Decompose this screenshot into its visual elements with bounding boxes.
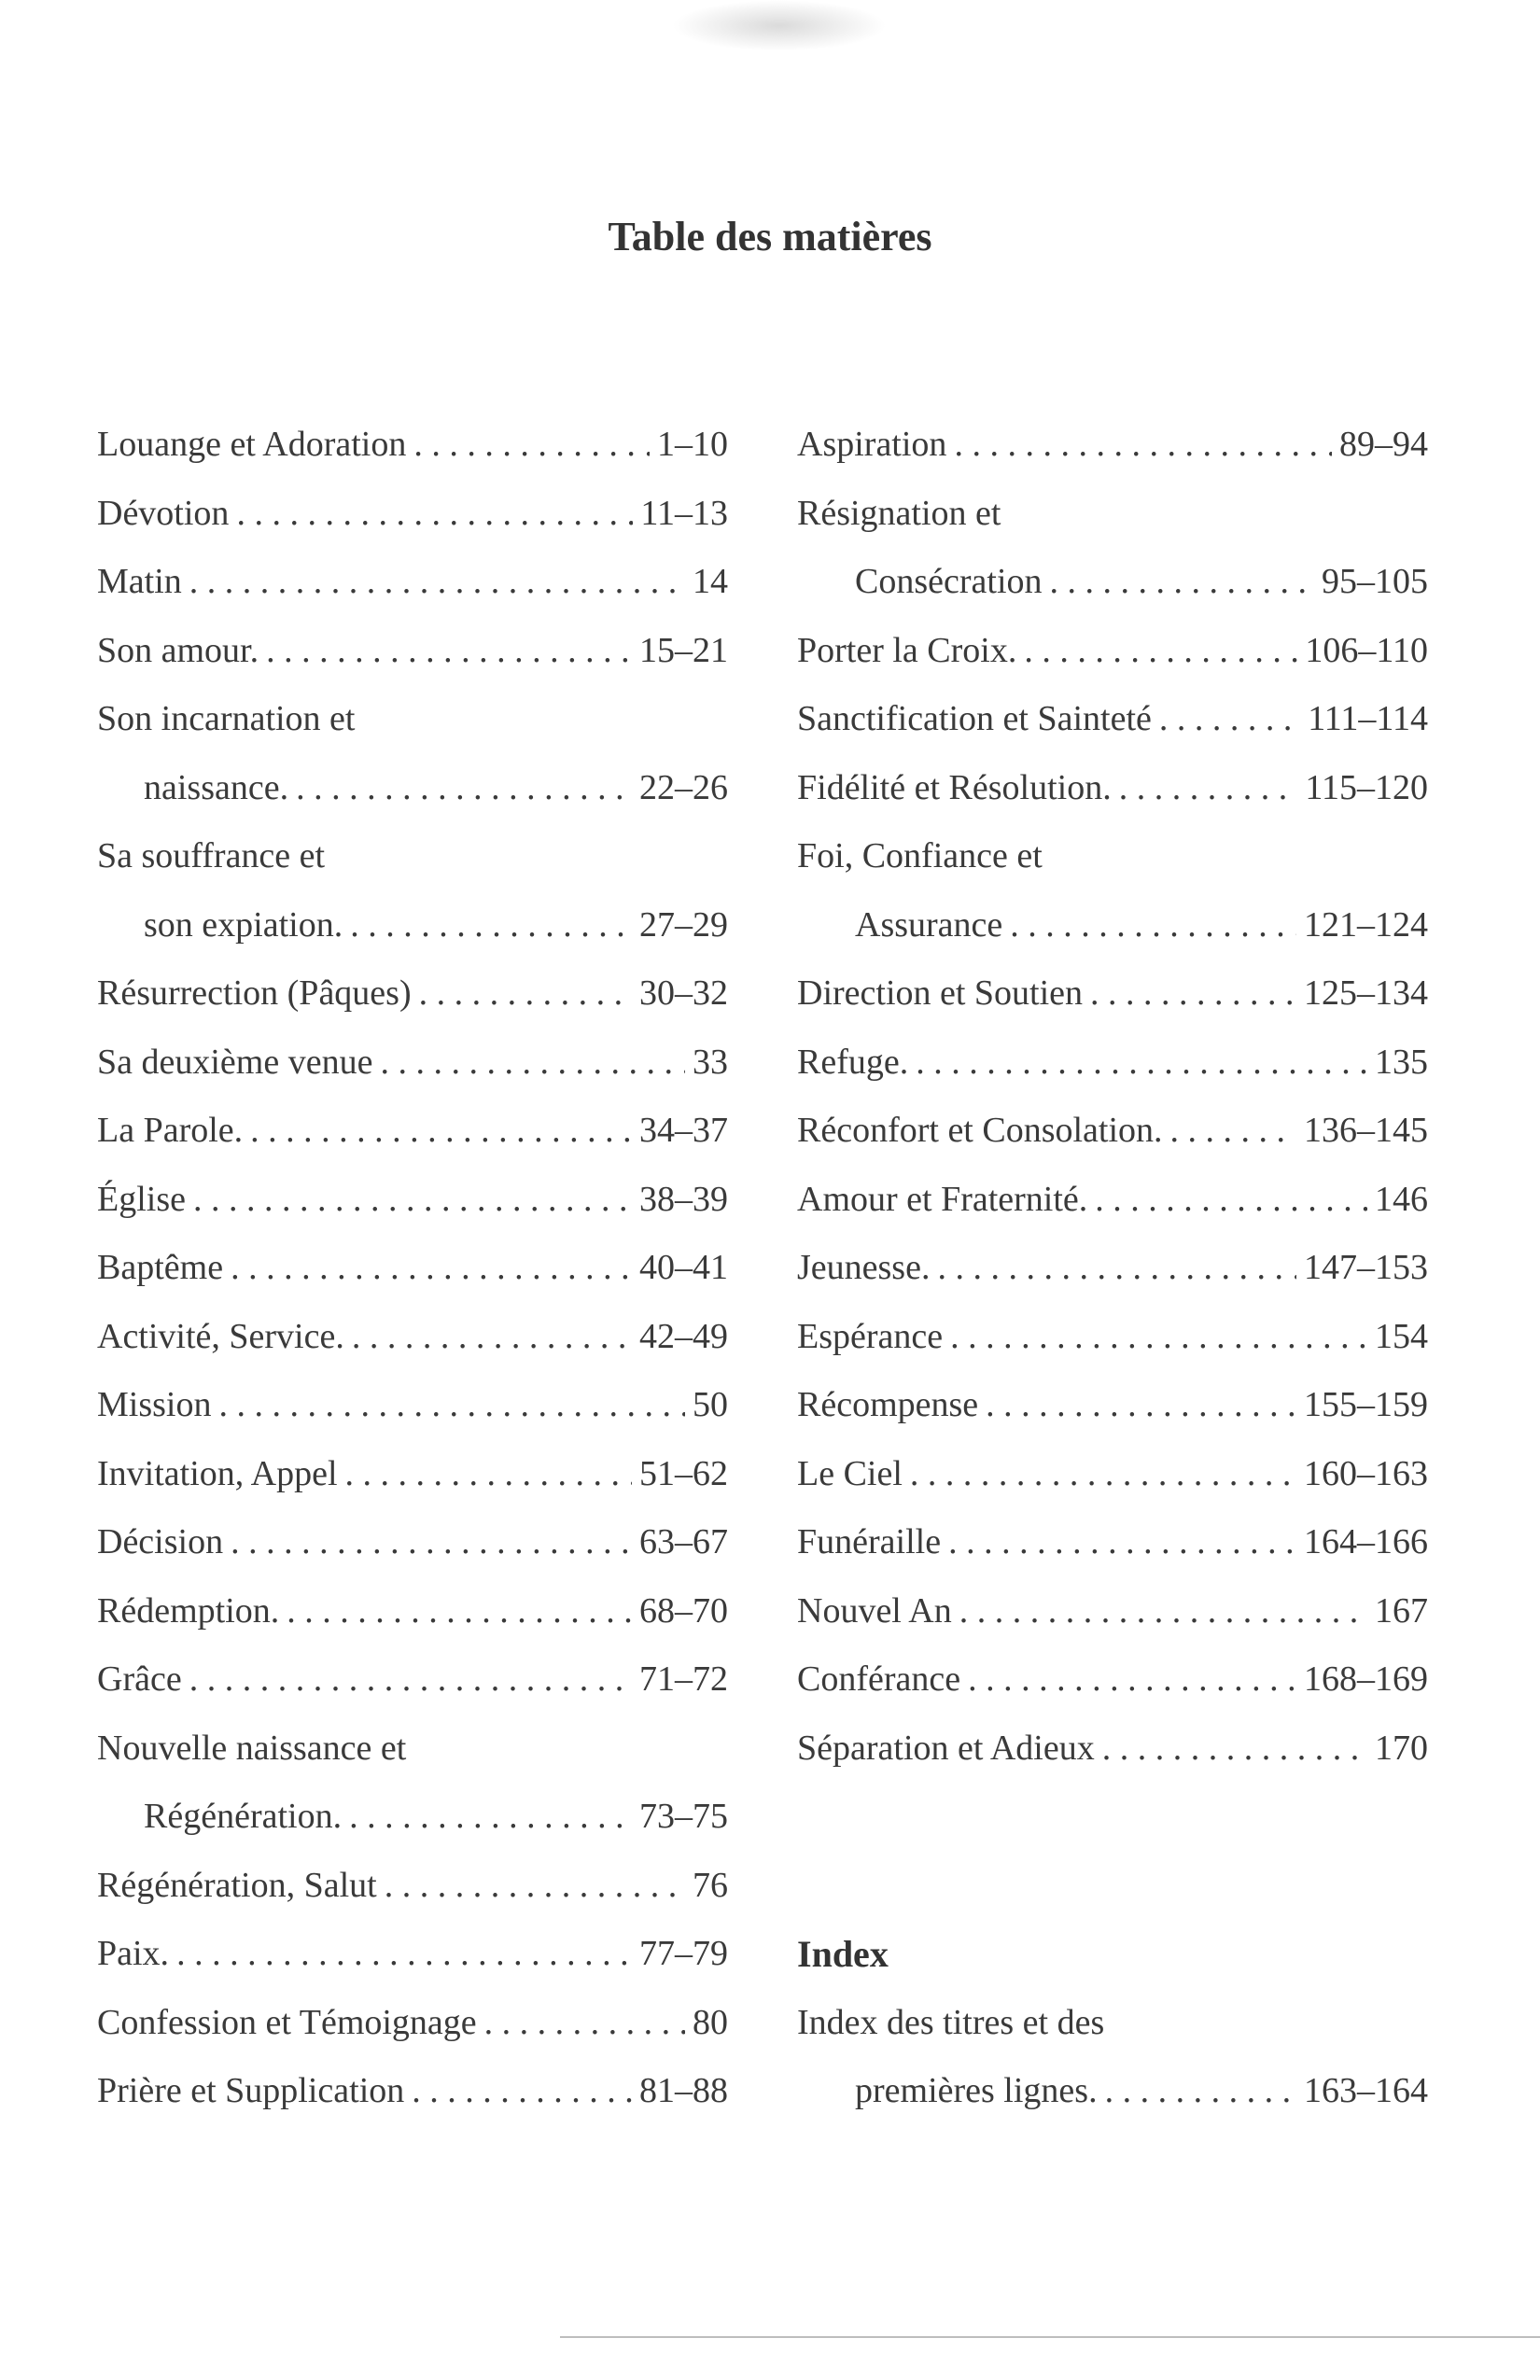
dot-leader (352, 1303, 632, 1372)
toc-entry-label: Confession et Témoignage (97, 2002, 477, 2042)
toc-entry (797, 822, 1428, 891)
toc-entry-pages: 154 (1375, 1316, 1428, 1356)
toc-entry-label: Son amour. (97, 630, 259, 670)
toc-entry-label: naissance. (144, 767, 289, 807)
toc-entry-pages: 42–49 (639, 1316, 728, 1356)
dot-leader (484, 1989, 685, 2058)
dot-leader (231, 1508, 632, 1577)
toc-entry-label: Porter la Croix. (797, 630, 1017, 670)
toc-entry-label: Amour et Fraternité. (797, 1179, 1088, 1219)
toc-entry-label: Résurrection (Pâques) (97, 973, 412, 1013)
toc-entry-pages: 80 (693, 2002, 728, 2042)
toc-entry (797, 1166, 1428, 1235)
dot-leader (1010, 891, 1296, 960)
toc-entry-pages: 163–164 (1304, 2071, 1428, 2110)
toc-entry-label: Refuge. (797, 1042, 909, 1082)
dot-leader (916, 1029, 1367, 1098)
toc-entry (797, 1989, 1428, 2058)
dot-leader (193, 1166, 632, 1235)
spacer (797, 1783, 1428, 1852)
dot-leader (412, 2057, 632, 2126)
toc-entry-pages: 167 (1375, 1590, 1428, 1631)
toc-entry-pages: 89–94 (1339, 425, 1428, 464)
toc-entry (797, 411, 1428, 480)
toc-entry-label: Nouvelle naissance et (97, 1728, 407, 1768)
toc-entry-label: La Parole. (97, 1111, 244, 1150)
toc-entry-pages: 106–110 (1305, 630, 1428, 670)
toc-entry-label: Activité, Service. (97, 1316, 344, 1356)
toc-entry (97, 1645, 728, 1715)
dot-leader (266, 617, 632, 686)
toc-entry (97, 754, 728, 823)
dot-leader (176, 1920, 632, 1989)
toc-entry-pages: 160–163 (1304, 1453, 1428, 1493)
toc-entry-label: Grâce (97, 1659, 182, 1699)
toc-entry-pages: 15–21 (639, 630, 728, 670)
dot-leader (236, 480, 633, 549)
toc-entry-label: Espérance (797, 1316, 944, 1356)
toc-entry-label: Décision (97, 1522, 224, 1561)
toc-entry-label: Sa souffrance et (97, 836, 326, 875)
toc-entry (97, 1989, 728, 2058)
toc-entry (797, 754, 1428, 823)
toc-entry-pages: 73–75 (639, 1797, 728, 1836)
toc-entry-pages: 50 (693, 1385, 728, 1424)
toc-entry-pages: 168–169 (1304, 1659, 1428, 1699)
toc-entry (797, 1508, 1428, 1577)
toc-entry-pages: 1–10 (657, 425, 728, 464)
dot-leader (937, 1234, 1296, 1303)
toc-entry-pages: 135 (1375, 1042, 1428, 1082)
toc-entry-pages: 111–114 (1308, 699, 1428, 738)
toc-entry-pages: 170 (1375, 1728, 1428, 1768)
toc-entry-label: Direction et Soutien (797, 973, 1084, 1013)
dot-leader (1119, 754, 1298, 823)
toc-entry-label: Aspiration (797, 425, 947, 464)
toc-entry-label: Consécration (855, 562, 1043, 601)
toc-entry (797, 1645, 1428, 1715)
toc-entry-label: Invitation, Appel (97, 1453, 338, 1493)
toc-entry (797, 1577, 1428, 1646)
toc-entry-pages: 34–37 (639, 1111, 728, 1150)
dot-leader (287, 1577, 632, 1646)
toc-entry (97, 2057, 728, 2126)
toc-entry (97, 1303, 728, 1372)
toc-entry-label: Matin (97, 562, 182, 601)
toc-entry (797, 2057, 1428, 2126)
toc-entry (97, 1440, 728, 1509)
toc-entry-label: Dévotion (97, 493, 230, 533)
toc-entry-label: Le Ciel (797, 1453, 903, 1493)
dot-leader (231, 1234, 632, 1303)
scan-smudge (672, 0, 887, 51)
toc-entry-label: Fidélité et Résolution. (797, 767, 1112, 807)
toc-entry-pages: 30–32 (639, 973, 728, 1013)
index-heading: Index (797, 1933, 889, 1975)
dot-leader (189, 548, 685, 617)
toc-entry (797, 685, 1428, 754)
toc-entry-label: premières lignes. (855, 2071, 1098, 2110)
toc-entry (97, 1097, 728, 1166)
dot-leader (419, 959, 632, 1029)
toc-entry (797, 1371, 1428, 1440)
toc-entry (97, 1029, 728, 1098)
toc-entry-label: Régénération. (144, 1797, 343, 1836)
toc-entry-pages: 136–145 (1304, 1111, 1428, 1150)
dot-leader (959, 1577, 1367, 1646)
toc-entry-label: Séparation et Adieux (797, 1728, 1095, 1768)
dot-leader (250, 1097, 632, 1166)
dot-leader (1095, 1166, 1367, 1235)
toc-entry-label: Assurance (855, 904, 1003, 945)
dot-leader (1102, 1715, 1367, 1784)
dot-leader (910, 1440, 1296, 1509)
toc-entry (797, 1303, 1428, 1372)
toc-entry-pages: 51–62 (639, 1453, 728, 1493)
toc-entry-pages: 22–26 (639, 767, 728, 807)
toc-entry-label: Foi, Confiance et (797, 836, 1043, 875)
dot-leader (385, 1852, 685, 1921)
toc-entry-label: Mission (97, 1385, 212, 1424)
toc-entry-pages: 146 (1375, 1179, 1428, 1219)
toc-entry-label: Sa deuxième venue (97, 1042, 373, 1082)
toc-entry-label: Sanctification et Sainteté (797, 699, 1152, 738)
dot-leader (1159, 685, 1300, 754)
dot-leader (345, 1440, 632, 1509)
toc-entry-pages: 71–72 (639, 1659, 728, 1699)
toc-entry-pages: 121–124 (1304, 904, 1428, 945)
dot-leader (950, 1303, 1367, 1372)
toc-entry (97, 548, 728, 617)
toc-entry (97, 1783, 728, 1852)
toc-entry-label: Résignation et (797, 493, 1001, 533)
toc-entry-pages: 76 (693, 1865, 728, 1905)
dot-leader (350, 891, 632, 960)
toc-entry (797, 959, 1428, 1029)
toc-entry (797, 480, 1428, 549)
toc-entry (97, 480, 728, 549)
dot-leader (1024, 617, 1297, 686)
toc-entry (797, 1440, 1428, 1509)
dot-leader (380, 1029, 685, 1098)
toc-entry-label: Index des titres et des (797, 2002, 1105, 2042)
toc-entry (97, 411, 728, 480)
toc-left-column (97, 411, 728, 2126)
toc-entry-label: Rédemption. (97, 1590, 280, 1631)
toc-entry-label: Église (97, 1179, 186, 1219)
dot-leader (218, 1371, 685, 1440)
toc-entry-pages: 40–41 (639, 1248, 728, 1287)
toc-entry (797, 891, 1428, 960)
toc-entry (97, 959, 728, 1029)
toc-entry (97, 1920, 728, 1989)
toc-entry-pages: 95–105 (1322, 562, 1428, 601)
dot-leader (296, 754, 632, 823)
toc-entry (97, 1715, 728, 1784)
dot-leader (948, 1508, 1296, 1577)
toc-entry (797, 1097, 1428, 1166)
toc-entry-label: Réconfort et Consolation. (797, 1111, 1163, 1150)
toc-entry-label: son expiation. (144, 904, 343, 945)
page-title: Table des matières (608, 214, 932, 259)
dot-leader (968, 1645, 1296, 1715)
toc-entry-pages: 14 (693, 562, 728, 601)
toc-entry-label: Récompense (797, 1385, 979, 1424)
toc-entry-pages: 115–120 (1305, 767, 1428, 807)
toc-entry-label: Son incarnation et (97, 699, 356, 738)
toc-entry (97, 1166, 728, 1235)
toc-entry-label: Baptême (97, 1248, 224, 1287)
toc-entry (97, 1371, 728, 1440)
spacer (797, 1852, 1428, 1921)
toc-entry (97, 891, 728, 960)
toc-entry (97, 617, 728, 686)
toc-entry-label: Nouvel An (797, 1590, 952, 1631)
toc-entry-label: Prière et Supplication (97, 2071, 405, 2110)
toc-entry-label: Conférance (797, 1659, 961, 1699)
dot-leader (1090, 959, 1296, 1029)
dot-leader (349, 1783, 632, 1852)
dot-leader (1050, 548, 1314, 617)
toc-entry-label: Jeunesse. (797, 1248, 931, 1287)
bottom-rule (560, 2336, 1540, 2338)
toc-entry (797, 1029, 1428, 1098)
toc-entry-pages: 125–134 (1304, 973, 1428, 1013)
toc-entry-label: Funéraille (797, 1522, 942, 1561)
toc-entry-pages: 33 (693, 1042, 728, 1082)
toc-entry (797, 1234, 1428, 1303)
toc-entry-label: Louange et Adoration (97, 425, 407, 464)
toc-entry-pages: 155–159 (1304, 1385, 1428, 1424)
dot-leader (954, 411, 1332, 480)
toc-entry (797, 548, 1428, 617)
toc-entry-pages: 27–29 (639, 904, 728, 945)
toc-entry-pages: 147–153 (1304, 1248, 1428, 1287)
toc-entry (97, 1508, 728, 1577)
dot-leader (189, 1645, 632, 1715)
dot-leader (1170, 1097, 1296, 1166)
toc-entry (97, 822, 728, 891)
toc-entry-pages: 77–79 (639, 1934, 728, 1973)
toc-entry-label: Régénération, Salut (97, 1865, 377, 1905)
toc-entry-pages: 81–88 (639, 2071, 728, 2110)
toc-entry-pages: 164–166 (1304, 1522, 1428, 1561)
toc-entry-label: Paix. (97, 1934, 170, 1973)
toc-entry (797, 617, 1428, 686)
toc-entry-pages: 11–13 (640, 493, 728, 533)
dot-leader (1105, 2057, 1296, 2126)
dot-leader (413, 411, 650, 480)
toc-entry (797, 1715, 1428, 1784)
toc-entry (97, 1852, 728, 1921)
toc-entry-pages: 38–39 (639, 1179, 728, 1219)
toc-entry (97, 685, 728, 754)
toc-entry-pages: 68–70 (639, 1590, 728, 1631)
toc-entry (97, 1577, 728, 1646)
toc-entry-pages: 63–67 (639, 1522, 728, 1561)
dot-leader (986, 1371, 1296, 1440)
toc-entry (97, 1234, 728, 1303)
toc-right-column (797, 411, 1428, 2126)
